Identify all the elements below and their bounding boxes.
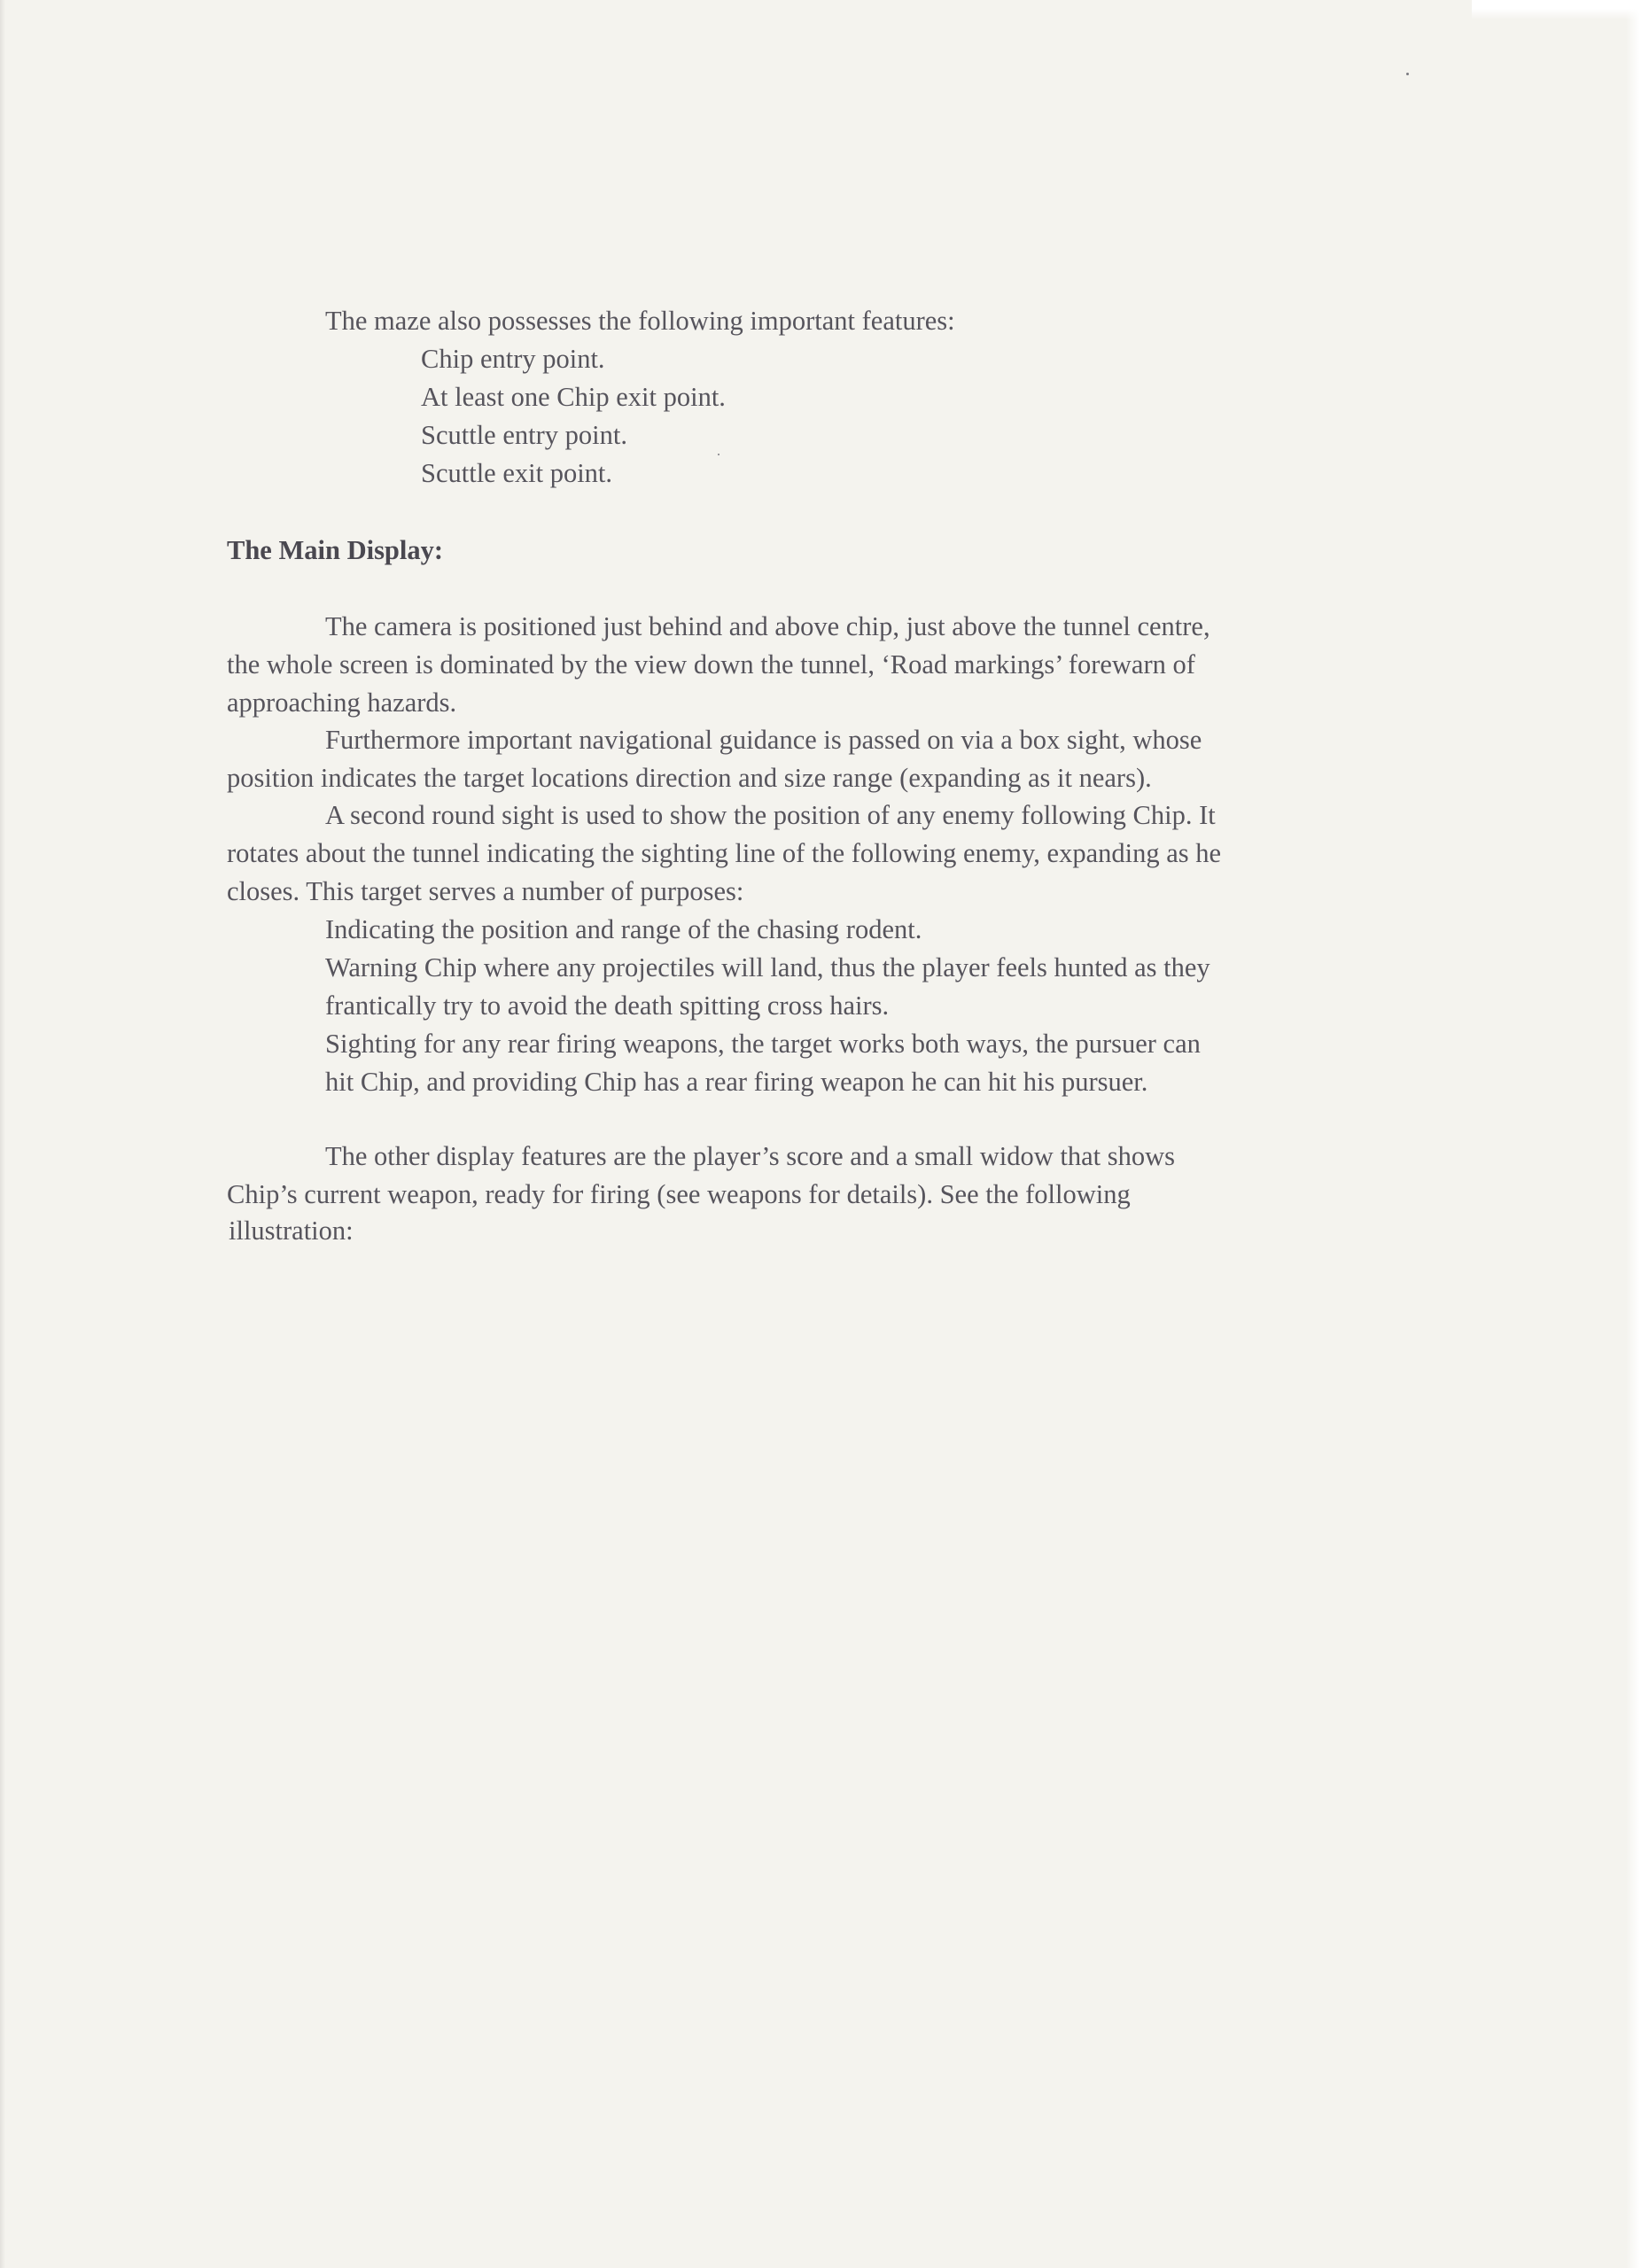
purpose-line: frantically try to avoid the death spitting cross hairs. [325, 990, 890, 1021]
page-right-edge [1626, 0, 1649, 2268]
purpose-line: Sighting for any rear firing weapons, the target works both ways, the pursuer can [325, 1029, 1201, 1059]
page-left-edge [0, 0, 5, 2268]
body-line: position indicates the target locations direction and size range (expanding as it nears). [227, 763, 1152, 793]
body-line: closes. This target serves a number of purposes: [227, 876, 744, 906]
feature-item: Scuttle entry point. [421, 420, 627, 450]
purpose-line: Warning Chip where any projectiles will land, thus the player feels hunted as they [325, 952, 1210, 983]
scan-speck [718, 454, 719, 455]
body-line: Furthermore important navigational guidance is passed on via a box sight, whose [325, 725, 1202, 755]
body-line: the whole screen is dominated by the view down the tunnel, ‘Road markings’ forewarn of [227, 649, 1195, 680]
page-corner-curl [1472, 0, 1649, 19]
feature-item: Chip entry point. [421, 344, 605, 374]
features-intro: The maze also possesses the following important features: [325, 306, 955, 336]
section-heading: The Main Display: [227, 535, 444, 565]
feature-item: At least one Chip exit point. [421, 382, 726, 412]
body-line: approaching hazards. [227, 687, 457, 718]
cut-off-line: illustration: [229, 1216, 354, 1246]
body-line: Chip’s current weapon, ready for firing (see weapons for details). See the following [227, 1179, 1131, 1209]
scan-speck [1406, 73, 1409, 75]
purpose-line: hit Chip, and providing Chip has a rear firing weapon he can hit his pursuer. [325, 1067, 1148, 1097]
feature-item: Scuttle exit point. [421, 458, 613, 488]
purpose-line: Indicating the position and range of the chasing rodent. [325, 914, 922, 944]
body-line: A second round sight is used to show the position of any enemy following Chip. It [325, 800, 1216, 830]
body-line: The camera is positioned just behind and above chip, just above the tunnel centre, [325, 611, 1210, 641]
body-line: The other display features are the player’s score and a small widow that shows [325, 1141, 1176, 1171]
body-line: rotates about the tunnel indicating the sighting line of the following enemy, expanding as he [227, 838, 1222, 868]
